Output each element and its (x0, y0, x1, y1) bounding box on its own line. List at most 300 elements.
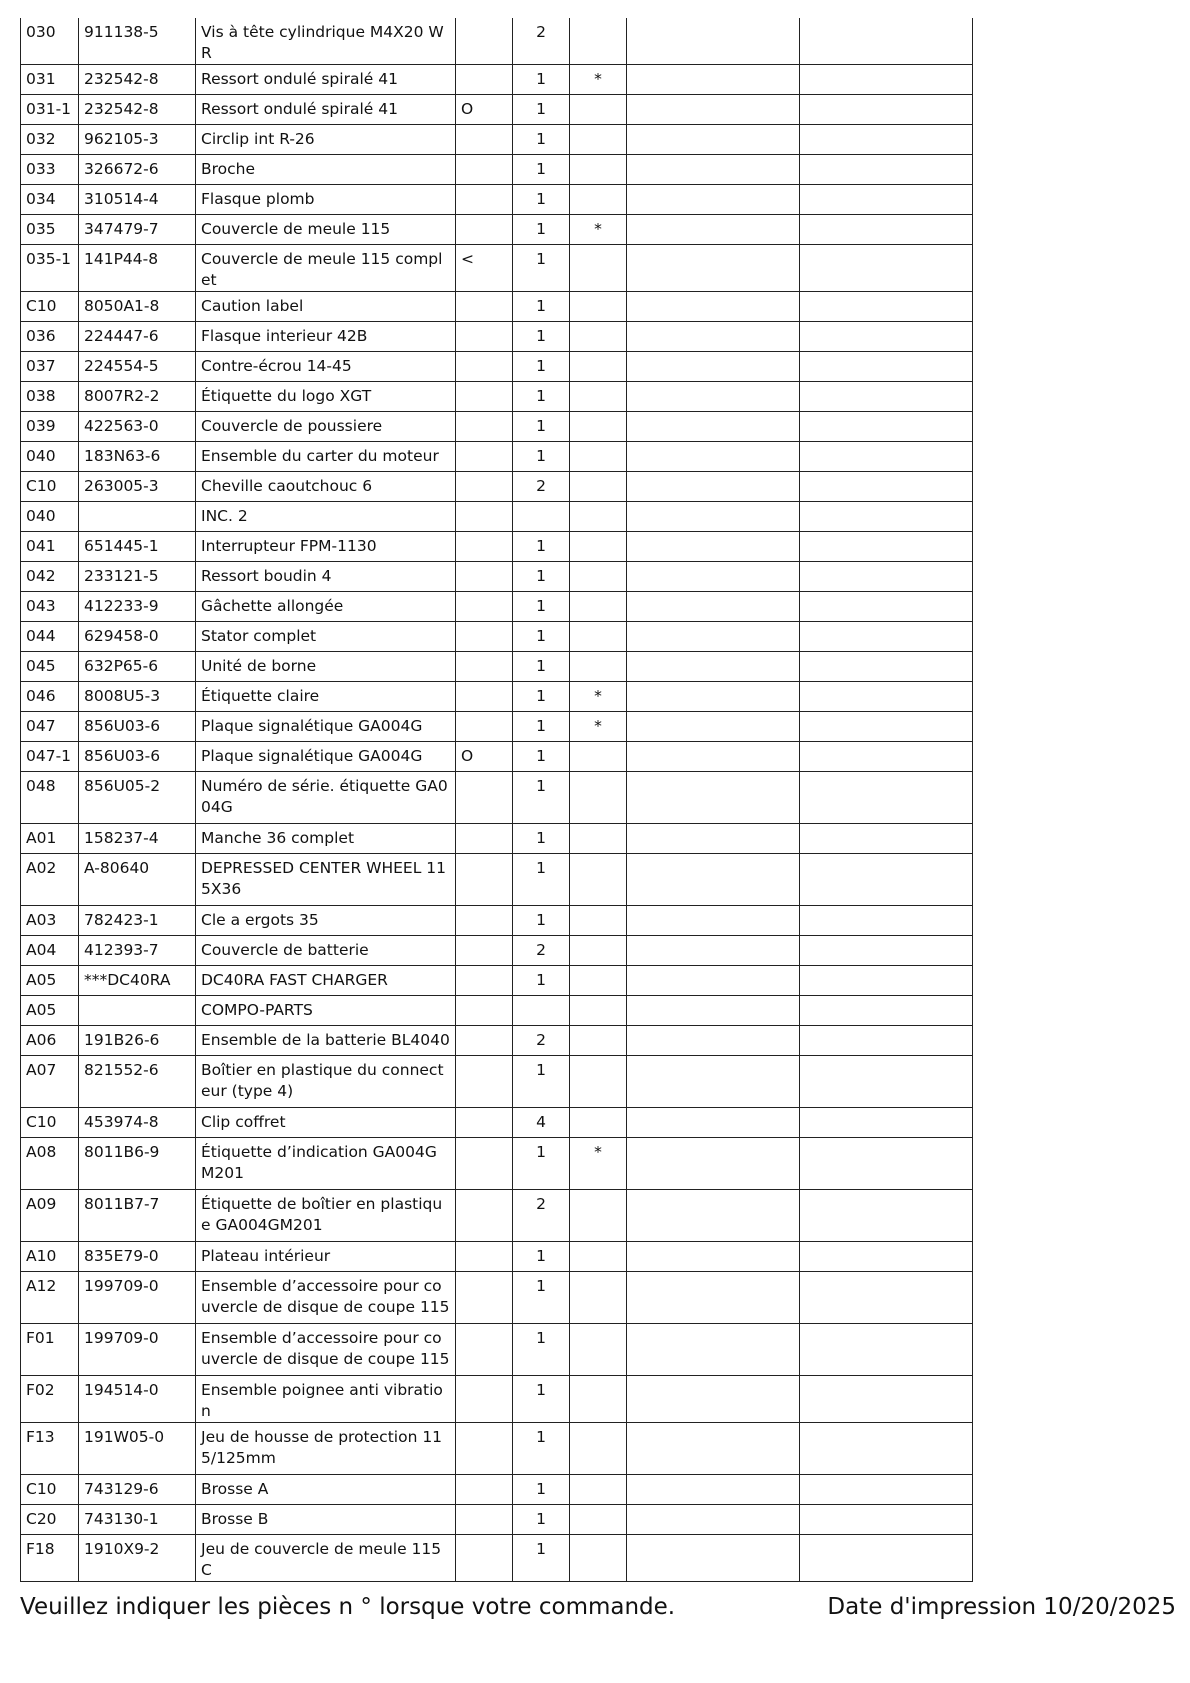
part-number-cell: 326672-6 (79, 155, 196, 185)
item-number-cell: 032 (21, 125, 79, 155)
note-mark-cell (456, 292, 513, 322)
change-mark-cell: * (570, 712, 627, 742)
note-mark-cell (456, 322, 513, 352)
note-mark-cell (456, 1505, 513, 1535)
part-number-cell: 1910X9-2 (79, 1535, 196, 1582)
blank-column-b-cell (800, 1272, 973, 1324)
description-cell: Contre-écrou 14-45 (196, 352, 456, 382)
blank-column-a-cell (627, 592, 800, 622)
part-number-cell: 233121-5 (79, 562, 196, 592)
item-number-cell: 043 (21, 592, 79, 622)
blank-column-a-cell (627, 562, 800, 592)
change-mark-cell (570, 592, 627, 622)
note-mark-cell (456, 1324, 513, 1376)
change-mark-cell (570, 472, 627, 502)
table-row (21, 65, 973, 95)
blank-column-a-cell (627, 125, 800, 155)
quantity-cell: 1 (513, 966, 570, 996)
change-mark-cell (570, 1108, 627, 1138)
change-mark-cell (570, 1272, 627, 1324)
part-number-cell: 412393-7 (79, 936, 196, 966)
description-cell: Étiquette d’indication GA004GM201 (196, 1138, 456, 1190)
change-mark-cell (570, 622, 627, 652)
description-cell: Cle a ergots 35 (196, 906, 456, 936)
part-number-cell: 422563-0 (79, 412, 196, 442)
item-number-cell: 031-1 (21, 95, 79, 125)
table-row (21, 322, 973, 352)
quantity-cell: 1 (513, 1423, 570, 1475)
table-row (21, 352, 973, 382)
description-cell: Caution label (196, 292, 456, 322)
note-mark-cell (456, 682, 513, 712)
quantity-cell: 1 (513, 1535, 570, 1582)
part-number-cell: 782423-1 (79, 906, 196, 936)
quantity-cell: 1 (513, 412, 570, 442)
quantity-cell: 1 (513, 95, 570, 125)
part-number-cell: 232542-8 (79, 95, 196, 125)
description-cell: Plaque signalétique GA004G (196, 712, 456, 742)
description-cell: Étiquette de boîtier en plastique GA004GM201 (196, 1190, 456, 1242)
table-row (21, 18, 973, 65)
blank-column-b-cell (800, 382, 973, 412)
note-mark-cell (456, 966, 513, 996)
item-number-cell: F02 (21, 1376, 79, 1423)
quantity-cell: 1 (513, 322, 570, 352)
part-number-cell: 232542-8 (79, 65, 196, 95)
change-mark-cell: * (570, 1138, 627, 1190)
change-mark-cell (570, 18, 627, 65)
description-cell: Ressort ondulé spiralé 41 (196, 65, 456, 95)
note-mark-cell (456, 1376, 513, 1423)
blank-column-b-cell (800, 906, 973, 936)
change-mark-cell (570, 185, 627, 215)
note-mark-cell (456, 592, 513, 622)
quantity-cell: 1 (513, 772, 570, 824)
change-mark-cell (570, 292, 627, 322)
item-number-cell: 041 (21, 532, 79, 562)
change-mark-cell (570, 936, 627, 966)
table-row (21, 292, 973, 322)
blank-column-b-cell (800, 185, 973, 215)
table-row (21, 1272, 973, 1324)
blank-column-a-cell (627, 906, 800, 936)
quantity-cell: 1 (513, 245, 570, 292)
note-mark-cell (456, 622, 513, 652)
change-mark-cell (570, 352, 627, 382)
blank-column-b-cell (800, 352, 973, 382)
change-mark-cell (570, 906, 627, 936)
part-number-cell: 8007R2-2 (79, 382, 196, 412)
quantity-cell: 1 (513, 1056, 570, 1108)
part-number-cell: 856U05-2 (79, 772, 196, 824)
table-row (21, 562, 973, 592)
quantity-cell (513, 502, 570, 532)
change-mark-cell: * (570, 65, 627, 95)
blank-column-a-cell (627, 1505, 800, 1535)
change-mark-cell (570, 245, 627, 292)
item-number-cell: 030 (21, 18, 79, 65)
blank-column-a-cell (627, 682, 800, 712)
note-mark-cell (456, 155, 513, 185)
item-number-cell: C10 (21, 1475, 79, 1505)
item-number-cell: 039 (21, 412, 79, 442)
description-cell: Brosse B (196, 1505, 456, 1535)
quantity-cell: 1 (513, 1138, 570, 1190)
part-number-cell: 821552-6 (79, 1056, 196, 1108)
table-row (21, 442, 973, 472)
blank-column-a-cell (627, 772, 800, 824)
change-mark-cell (570, 412, 627, 442)
item-number-cell: 047 (21, 712, 79, 742)
blank-column-a-cell (627, 18, 800, 65)
change-mark-cell (570, 966, 627, 996)
part-number-cell: 191B26-6 (79, 1026, 196, 1056)
blank-column-a-cell (627, 824, 800, 854)
item-number-cell: 036 (21, 322, 79, 352)
blank-column-b-cell (800, 65, 973, 95)
blank-column-b-cell (800, 1505, 973, 1535)
blank-column-b-cell (800, 1376, 973, 1423)
item-number-cell: A03 (21, 906, 79, 936)
blank-column-a-cell (627, 322, 800, 352)
description-cell: Broche (196, 155, 456, 185)
note-mark-cell (456, 352, 513, 382)
change-mark-cell (570, 442, 627, 472)
change-mark-cell (570, 502, 627, 532)
part-number-cell: 263005-3 (79, 472, 196, 502)
description-cell: Stator complet (196, 622, 456, 652)
note-mark-cell (456, 1242, 513, 1272)
table-row (21, 742, 973, 772)
table-row (21, 1190, 973, 1242)
note-mark-cell (456, 382, 513, 412)
note-mark-cell (456, 1056, 513, 1108)
description-cell: Ensemble poignee anti vibration (196, 1376, 456, 1423)
blank-column-a-cell (627, 1324, 800, 1376)
note-mark-cell (456, 65, 513, 95)
quantity-cell (513, 996, 570, 1026)
item-number-cell: 034 (21, 185, 79, 215)
blank-column-b-cell (800, 682, 973, 712)
blank-column-b-cell (800, 996, 973, 1026)
blank-column-a-cell (627, 502, 800, 532)
change-mark-cell (570, 854, 627, 906)
table-row (21, 772, 973, 824)
blank-column-b-cell (800, 1324, 973, 1376)
change-mark-cell (570, 1190, 627, 1242)
quantity-cell: 2 (513, 1190, 570, 1242)
change-mark-cell (570, 155, 627, 185)
change-mark-cell (570, 652, 627, 682)
description-cell: Unité de borne (196, 652, 456, 682)
blank-column-a-cell (627, 742, 800, 772)
blank-column-a-cell (627, 155, 800, 185)
quantity-cell: 1 (513, 1505, 570, 1535)
quantity-cell: 1 (513, 155, 570, 185)
table-row (21, 824, 973, 854)
quantity-cell: 1 (513, 1475, 570, 1505)
part-number-cell: 194514-0 (79, 1376, 196, 1423)
change-mark-cell: * (570, 215, 627, 245)
item-number-cell: 040 (21, 502, 79, 532)
note-mark-cell (456, 854, 513, 906)
quantity-cell: 1 (513, 382, 570, 412)
quantity-cell: 1 (513, 562, 570, 592)
quantity-cell: 1 (513, 652, 570, 682)
description-cell: Interrupteur FPM-1130 (196, 532, 456, 562)
blank-column-a-cell (627, 1475, 800, 1505)
note-mark-cell (456, 562, 513, 592)
part-number-cell: 743129-6 (79, 1475, 196, 1505)
change-mark-cell (570, 1242, 627, 1272)
table-row (21, 1108, 973, 1138)
part-number-cell: 8008U5-3 (79, 682, 196, 712)
blank-column-b-cell (800, 772, 973, 824)
quantity-cell: 4 (513, 1108, 570, 1138)
table-row (21, 215, 973, 245)
blank-column-a-cell (627, 854, 800, 906)
table-row (21, 1056, 973, 1108)
table-row (21, 532, 973, 562)
blank-column-b-cell (800, 292, 973, 322)
note-mark-cell (456, 1190, 513, 1242)
quantity-cell: 1 (513, 65, 570, 95)
blank-column-b-cell (800, 442, 973, 472)
blank-column-b-cell (800, 1026, 973, 1056)
blank-column-a-cell (627, 996, 800, 1026)
table-row (21, 412, 973, 442)
blank-column-a-cell (627, 1056, 800, 1108)
blank-column-b-cell (800, 18, 973, 65)
part-number-cell (79, 996, 196, 1026)
table-row (21, 185, 973, 215)
table-row (21, 652, 973, 682)
table-row (21, 592, 973, 622)
blank-column-b-cell (800, 854, 973, 906)
part-number-cell: 347479-7 (79, 215, 196, 245)
quantity-cell: 2 (513, 18, 570, 65)
table-row (21, 382, 973, 412)
blank-column-a-cell (627, 65, 800, 95)
order-instruction-note: Veuillez indiquer les pièces n ° lorsque votre commande. (20, 1594, 676, 1620)
quantity-cell: 1 (513, 906, 570, 936)
quantity-cell: 1 (513, 215, 570, 245)
description-cell: Flasque plomb (196, 185, 456, 215)
blank-column-b-cell (800, 1138, 973, 1190)
part-number-cell: 183N63-6 (79, 442, 196, 472)
table-row (21, 1535, 973, 1582)
item-number-cell: 038 (21, 382, 79, 412)
description-cell: Couvercle de batterie (196, 936, 456, 966)
blank-column-a-cell (627, 412, 800, 442)
note-mark-cell (456, 185, 513, 215)
change-mark-cell (570, 1376, 627, 1423)
note-mark-cell (456, 772, 513, 824)
table-row (21, 906, 973, 936)
blank-column-a-cell (627, 442, 800, 472)
blank-column-a-cell (627, 352, 800, 382)
item-number-cell: A05 (21, 966, 79, 996)
item-number-cell: 037 (21, 352, 79, 382)
quantity-cell: 1 (513, 352, 570, 382)
description-cell: Ensemble du carter du moteur (196, 442, 456, 472)
blank-column-a-cell (627, 245, 800, 292)
blank-column-a-cell (627, 1138, 800, 1190)
quantity-cell: 1 (513, 1242, 570, 1272)
parts-table-body (21, 18, 973, 1582)
table-row (21, 1475, 973, 1505)
item-number-cell: A01 (21, 824, 79, 854)
table-row (21, 502, 973, 532)
note-mark-cell (456, 824, 513, 854)
change-mark-cell: * (570, 682, 627, 712)
table-row (21, 622, 973, 652)
note-mark-cell (456, 906, 513, 936)
blank-column-b-cell (800, 245, 973, 292)
note-mark-cell (456, 1138, 513, 1190)
note-mark-cell (456, 125, 513, 155)
note-mark-cell (456, 18, 513, 65)
description-cell: Couvercle de meule 115 complet (196, 245, 456, 292)
description-cell: Clip coffret (196, 1108, 456, 1138)
description-cell: DC40RA FAST CHARGER (196, 966, 456, 996)
note-mark-cell (456, 1108, 513, 1138)
table-row (21, 854, 973, 906)
item-number-cell: A04 (21, 936, 79, 966)
part-number-cell: A-80640 (79, 854, 196, 906)
item-number-cell: C10 (21, 1108, 79, 1138)
quantity-cell: 2 (513, 472, 570, 502)
item-number-cell: 047-1 (21, 742, 79, 772)
note-mark-cell (456, 502, 513, 532)
change-mark-cell (570, 1324, 627, 1376)
blank-column-b-cell (800, 1242, 973, 1272)
blank-column-a-cell (627, 185, 800, 215)
part-number-cell (79, 502, 196, 532)
item-number-cell: A05 (21, 996, 79, 1026)
item-number-cell: 046 (21, 682, 79, 712)
blank-column-b-cell (800, 712, 973, 742)
description-cell: Gâchette allongée (196, 592, 456, 622)
blank-column-b-cell (800, 652, 973, 682)
item-number-cell: A12 (21, 1272, 79, 1324)
change-mark-cell (570, 1475, 627, 1505)
description-cell: Circlip int R-26 (196, 125, 456, 155)
table-row (21, 155, 973, 185)
description-cell: Brosse A (196, 1475, 456, 1505)
table-row (21, 472, 973, 502)
table-row (21, 1505, 973, 1535)
item-number-cell: C10 (21, 472, 79, 502)
part-number-cell: 651445-1 (79, 532, 196, 562)
quantity-cell: 1 (513, 742, 570, 772)
item-number-cell: 044 (21, 622, 79, 652)
item-number-cell: A08 (21, 1138, 79, 1190)
item-number-cell: 035 (21, 215, 79, 245)
quantity-cell: 1 (513, 125, 570, 155)
blank-column-b-cell (800, 1190, 973, 1242)
blank-column-a-cell (627, 1242, 800, 1272)
blank-column-a-cell (627, 292, 800, 322)
note-mark-cell (456, 1026, 513, 1056)
part-number-cell: 412233-9 (79, 592, 196, 622)
note-mark-cell (456, 532, 513, 562)
quantity-cell: 1 (513, 442, 570, 472)
part-number-cell: 743130-1 (79, 1505, 196, 1535)
description-cell: Couvercle de poussiere (196, 412, 456, 442)
print-date: Date d'impression 10/20/2025 (827, 1594, 1176, 1620)
table-row (21, 1026, 973, 1056)
blank-column-a-cell (627, 1272, 800, 1324)
quantity-cell: 1 (513, 1324, 570, 1376)
part-number-cell: 632P65-6 (79, 652, 196, 682)
description-cell: Plaque signalétique GA004G (196, 742, 456, 772)
part-number-cell: 191W05-0 (79, 1423, 196, 1475)
table-row (21, 95, 973, 125)
change-mark-cell (570, 1056, 627, 1108)
blank-column-b-cell (800, 502, 973, 532)
table-row (21, 682, 973, 712)
description-cell: COMPO-PARTS (196, 996, 456, 1026)
change-mark-cell (570, 562, 627, 592)
blank-column-b-cell (800, 592, 973, 622)
table-row (21, 1324, 973, 1376)
note-mark-cell (456, 1535, 513, 1582)
table-row (21, 712, 973, 742)
blank-column-a-cell (627, 936, 800, 966)
change-mark-cell (570, 1423, 627, 1475)
item-number-cell: F18 (21, 1535, 79, 1582)
note-mark-cell (456, 996, 513, 1026)
table-row (21, 936, 973, 966)
item-number-cell: 042 (21, 562, 79, 592)
quantity-cell: 2 (513, 936, 570, 966)
blank-column-b-cell (800, 472, 973, 502)
part-number-cell: 199709-0 (79, 1324, 196, 1376)
quantity-cell: 1 (513, 712, 570, 742)
note-mark-cell (456, 472, 513, 502)
item-number-cell: 045 (21, 652, 79, 682)
part-number-cell: 911138-5 (79, 18, 196, 65)
blank-column-a-cell (627, 472, 800, 502)
note-mark-cell: O (456, 742, 513, 772)
blank-column-b-cell (800, 1108, 973, 1138)
part-number-cell: 158237-4 (79, 824, 196, 854)
item-number-cell: A06 (21, 1026, 79, 1056)
description-cell: Vis à tête cylindrique M4X20 WR (196, 18, 456, 65)
change-mark-cell (570, 1535, 627, 1582)
blank-column-b-cell (800, 1423, 973, 1475)
item-number-cell: A02 (21, 854, 79, 906)
item-number-cell: 031 (21, 65, 79, 95)
note-mark-cell (456, 1475, 513, 1505)
note-mark-cell (456, 442, 513, 472)
blank-column-a-cell (627, 215, 800, 245)
quantity-cell: 1 (513, 824, 570, 854)
description-cell: Plateau intérieur (196, 1242, 456, 1272)
blank-column-b-cell (800, 125, 973, 155)
part-number-cell: 835E79-0 (79, 1242, 196, 1272)
item-number-cell: 035-1 (21, 245, 79, 292)
item-number-cell: A09 (21, 1190, 79, 1242)
change-mark-cell (570, 1026, 627, 1056)
blank-column-a-cell (627, 966, 800, 996)
blank-column-b-cell (800, 742, 973, 772)
description-cell: Cheville caoutchouc 6 (196, 472, 456, 502)
blank-column-b-cell (800, 95, 973, 125)
blank-column-b-cell (800, 155, 973, 185)
change-mark-cell (570, 95, 627, 125)
